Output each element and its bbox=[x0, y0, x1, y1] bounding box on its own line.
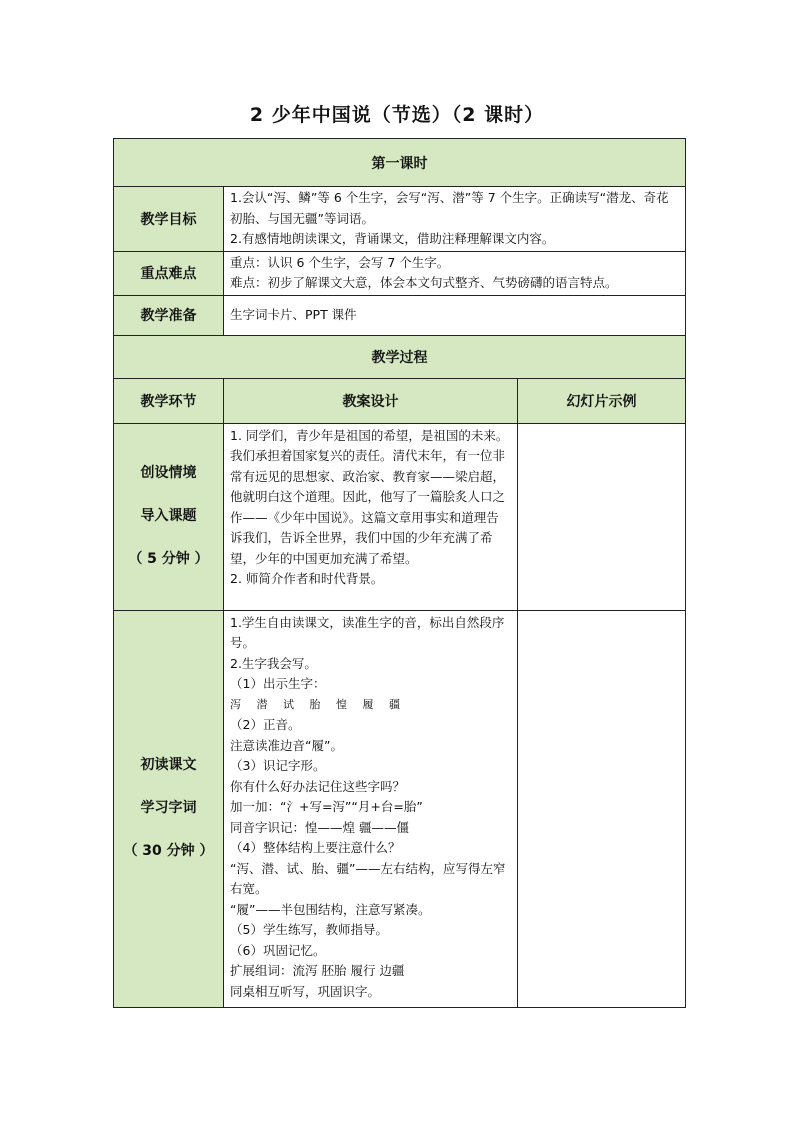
design-line: 加一加：“氵+写=泻”“月+台=胎” bbox=[230, 799, 423, 814]
stage-line: 学习字词 bbox=[140, 800, 197, 816]
design-line: （1）出示生字： bbox=[230, 676, 326, 691]
design-line: “泻、潜、试、胎、疆”——左右结构，应写得左窄右宽。 bbox=[230, 860, 506, 896]
process-header: 教学过程 bbox=[114, 335, 686, 378]
slide-example-cell bbox=[518, 610, 686, 1007]
process-row bbox=[114, 335, 686, 378]
table-row bbox=[114, 423, 686, 610]
design-line: 同桌相互听写，巩固识字。 bbox=[230, 983, 381, 999]
stage-line: （ 5 分钟 ） bbox=[128, 551, 209, 567]
table-row bbox=[114, 610, 686, 1007]
stage-line: 导入课题 bbox=[140, 508, 197, 524]
preparation-row bbox=[114, 295, 686, 335]
design-line: （5）学生练写，教师指导。 bbox=[230, 922, 388, 937]
design-line: 注意读准边音“履”。 bbox=[230, 737, 343, 753]
column-header-stage: 教学环节 bbox=[114, 378, 224, 423]
design-line: 同音字识记：惶——煌 疆——僵 bbox=[230, 819, 409, 835]
design-line: 1.学生自由读课文，读准生字的音，标出自然段序号。 bbox=[230, 614, 505, 650]
design-line: （4）整体结构上要注意什么？ bbox=[230, 840, 401, 855]
key-points-label: 重点难点 bbox=[114, 251, 224, 295]
design-line: 2. 师简介作者和时代背景。 bbox=[230, 571, 384, 586]
objectives-content bbox=[224, 187, 686, 252]
new-characters-line: 泻 潜 试 胎 惶 履 疆 bbox=[230, 697, 406, 711]
page-title: 2 少年中国说（节选）（2 课时） bbox=[249, 104, 545, 126]
stage-line: 初读课文 bbox=[140, 757, 197, 773]
preparation-content: 生字词卡片、PPT 课件 bbox=[224, 295, 686, 335]
stage-label bbox=[114, 423, 224, 610]
objective-line: 1.会认“泻、鳞”等 6 个生字，会写“泻、潜”等 7 个生字。正确读写“潜龙、奇花初胎、与国无疆”等词语。 bbox=[230, 190, 669, 226]
slide-example-cell bbox=[518, 423, 686, 610]
key-point-line: 难点：初步了解课文大意，体会本文句式整齐、气势磅礴的语言特点。 bbox=[230, 275, 618, 290]
preparation-label: 教学准备 bbox=[114, 295, 224, 335]
design-line: 2.生字我会写。 bbox=[230, 655, 317, 671]
lesson-one-row bbox=[114, 139, 686, 187]
lesson-plan-table bbox=[113, 138, 686, 1008]
stage-line: 创设情境 bbox=[140, 465, 197, 481]
design-line: （6）巩固记忆。 bbox=[230, 942, 326, 958]
column-header-slides: 幻灯片示例 bbox=[518, 378, 686, 423]
objective-line: 2.有感情地朗读课文，背诵课文，借助注释理解课文内容。 bbox=[230, 231, 555, 246]
design-content bbox=[224, 610, 518, 1007]
design-line: “履”——半包围结构，注意写紧凑。 bbox=[230, 901, 431, 917]
design-line: 你有什么好办法记住这些字吗？ bbox=[230, 778, 406, 794]
design-line: 1. 同学们，青少年是祖国的希望，是祖国的未来。我们承担着国家复兴的责任。清代末年，有一位非常有远见的思想家、政治家、教育家——梁启超，他就明白这个道理。因此，他写了一篇脍炙人口之作——《少年中国说》。这篇文章用事实和道理告诉我们，告诉全世界，我们中国的少年充满了希望，少年的中国更加充满了希望。 bbox=[230, 427, 509, 566]
design-line: （2）正音。 bbox=[230, 717, 301, 732]
column-header-row bbox=[114, 378, 686, 423]
stage-label bbox=[114, 610, 224, 1007]
key-points-row bbox=[114, 251, 686, 295]
design-content bbox=[224, 423, 518, 610]
column-header-design: 教案设计 bbox=[224, 378, 518, 423]
lesson-one-header: 第一课时 bbox=[114, 139, 686, 187]
design-line: 扩展组词：流泻 胚胎 履行 边疆 bbox=[230, 963, 405, 978]
design-line: （3）识记字形。 bbox=[230, 758, 326, 773]
key-points-content bbox=[224, 251, 686, 295]
objectives-label: 教学目标 bbox=[114, 187, 224, 252]
stage-line: （ 30 分钟 ） bbox=[123, 843, 214, 859]
key-point-line: 重点：认识 6 个生字，会写 7 个生字。 bbox=[230, 254, 450, 270]
objectives-row bbox=[114, 187, 686, 252]
